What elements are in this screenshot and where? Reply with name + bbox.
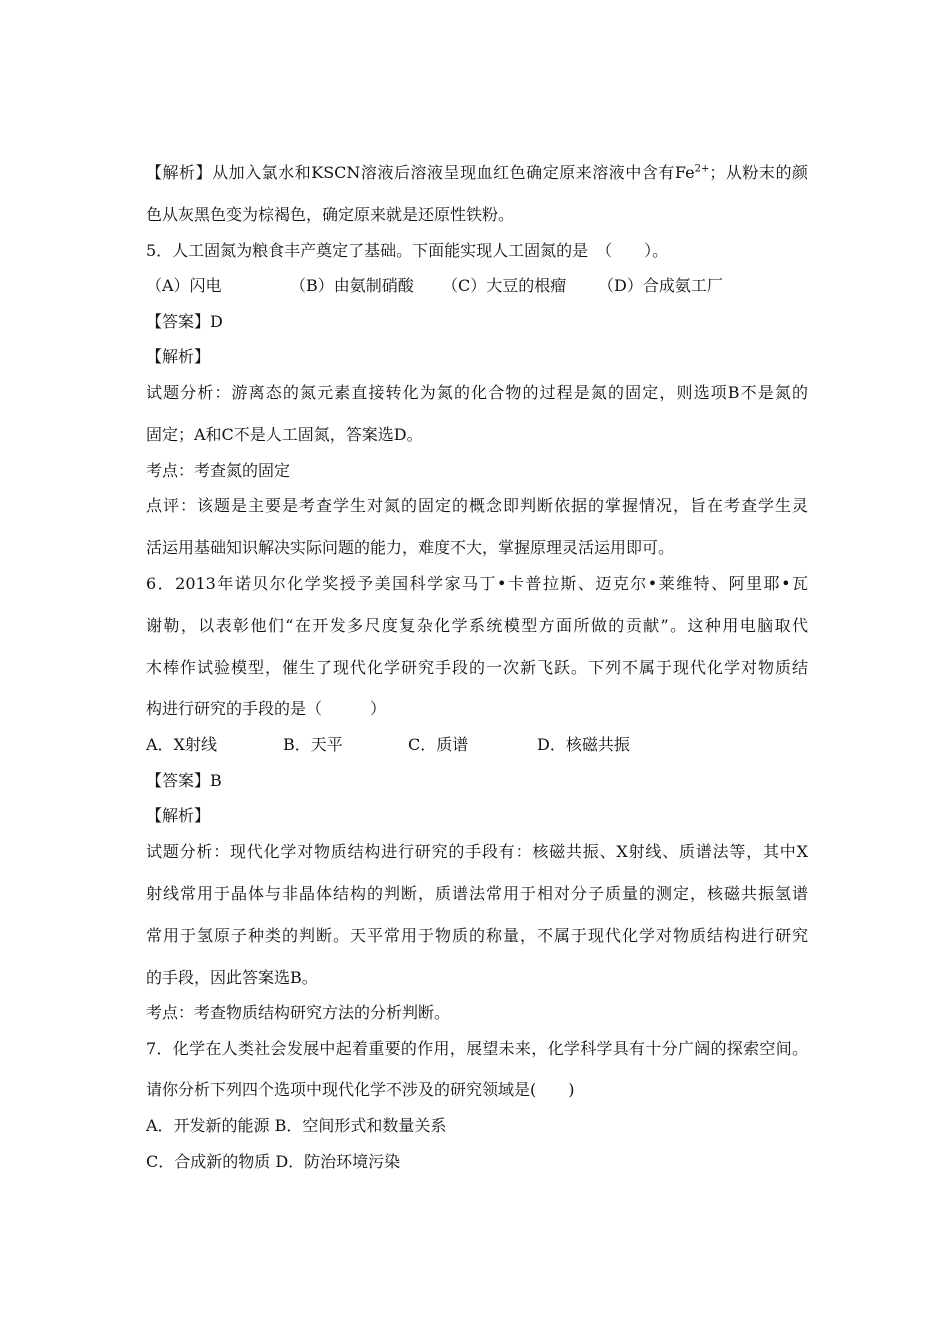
q7-question-line2: 请你分析下列四个选项中现代化学不涉及的研究领域是( ) xyxy=(146,1080,575,1099)
q5-option-c: （C）大豆的根瘤 xyxy=(442,276,567,295)
q4-analysis-line2: 色从灰黑色变为棕褐色，确定原来就是还原性铁粉。 xyxy=(146,205,515,224)
q6-question-line3: 木棒作试验模型，催生了现代化学研究手段的一次新飞跃。下列不属于现代化学对物质结 xyxy=(146,658,808,677)
q6-analysis-line2: 射线常用于晶体与非晶体结构的判断，质谱法常用于相对分子质量的测定，核磁共振氢谱 xyxy=(146,884,808,903)
q5-option-a: （A）闪电 xyxy=(146,276,222,295)
q6-option-d: D．核磁共振 xyxy=(537,735,630,754)
q7-question-line1: 7．化学在人类社会发展中起着重要的作用，展望未来，化学科学具有十分广阔的探索空间。 xyxy=(146,1039,808,1058)
q5-option-d: （D）合成氨工厂 xyxy=(598,276,723,295)
q6-analysis-heading: 【解析】 xyxy=(146,806,211,825)
q6-option-c: C．质谱 xyxy=(408,735,469,754)
q6-question-line2: 谢勒，以表彰他们“在开发多尺度复杂化学系统模型方面所做的贡献”。这种用电脑取代 xyxy=(146,616,808,635)
q7-options-line2: C．合成新的物质 D．防治环境污染 xyxy=(146,1152,401,1171)
q6-analysis-line3: 常用于氢原子种类的判断。天平常用于物质的称量，不属于现代化学对物质结构进行研究 xyxy=(146,926,808,945)
q5-option-b: （B）由氨制硝酸 xyxy=(290,276,414,295)
q5-analysis-line2: 固定；A和C不是人工固氮，答案选D。 xyxy=(146,425,423,444)
q5-question: 5．人工固氮为粮食丰产奠定了基础。下面能实现人工固氮的是 （ ）。 xyxy=(146,241,669,260)
q5-comment-line2: 活运用基础知识解决实际问题的能力，难度不大，掌握原理灵活运用即可。 xyxy=(146,538,675,557)
q6-answer: 【答案】B xyxy=(146,771,222,790)
q5-analysis-line1: 试题分析：游离态的氮元素直接转化为氮的化合物的过程是氮的固定，则选项B不是氮的 xyxy=(146,383,808,402)
q7-options-line1: A．开发新的能源 B．空间形式和数量关系 xyxy=(146,1116,447,1135)
q6-question-line4: 构进行研究的手段的是（ ） xyxy=(146,699,387,718)
q6-analysis-line1: 试题分析：现代化学对物质结构进行研究的手段有：核磁共振、X射线、质谱法等，其中X xyxy=(146,842,808,861)
q5-comment-line1: 点评：该题是主要是考查学生对氮的固定的概念即判断依据的掌握情况，旨在考查学生灵 xyxy=(146,496,808,515)
q6-point: 考点：考查物质结构研究方法的分析判断。 xyxy=(146,1003,451,1022)
superscript-charge: 2+ xyxy=(694,163,710,175)
q5-analysis-heading: 【解析】 xyxy=(146,347,211,366)
q6-analysis-line4: 的手段，因此答案选B。 xyxy=(146,968,318,987)
q6-question-line1: 6．2013年诺贝尔化学奖授予美国科学家马丁•卡普拉斯、迈克尔•莱维特、阿里耶•瓦 xyxy=(146,574,808,593)
q6-option-a: A．X射线 xyxy=(146,735,217,754)
q5-point: 考点：考查氮的固定 xyxy=(146,461,291,480)
q6-option-b: B．天平 xyxy=(283,735,343,754)
q4-analysis-line1: 【解析】从加入氯水和KSCN溶液后溶液呈现血红色确定原来溶液中含有$Fe^{2+}$；从粉末的颜 xyxy=(146,163,808,182)
q5-answer: 【答案】D xyxy=(146,312,223,331)
